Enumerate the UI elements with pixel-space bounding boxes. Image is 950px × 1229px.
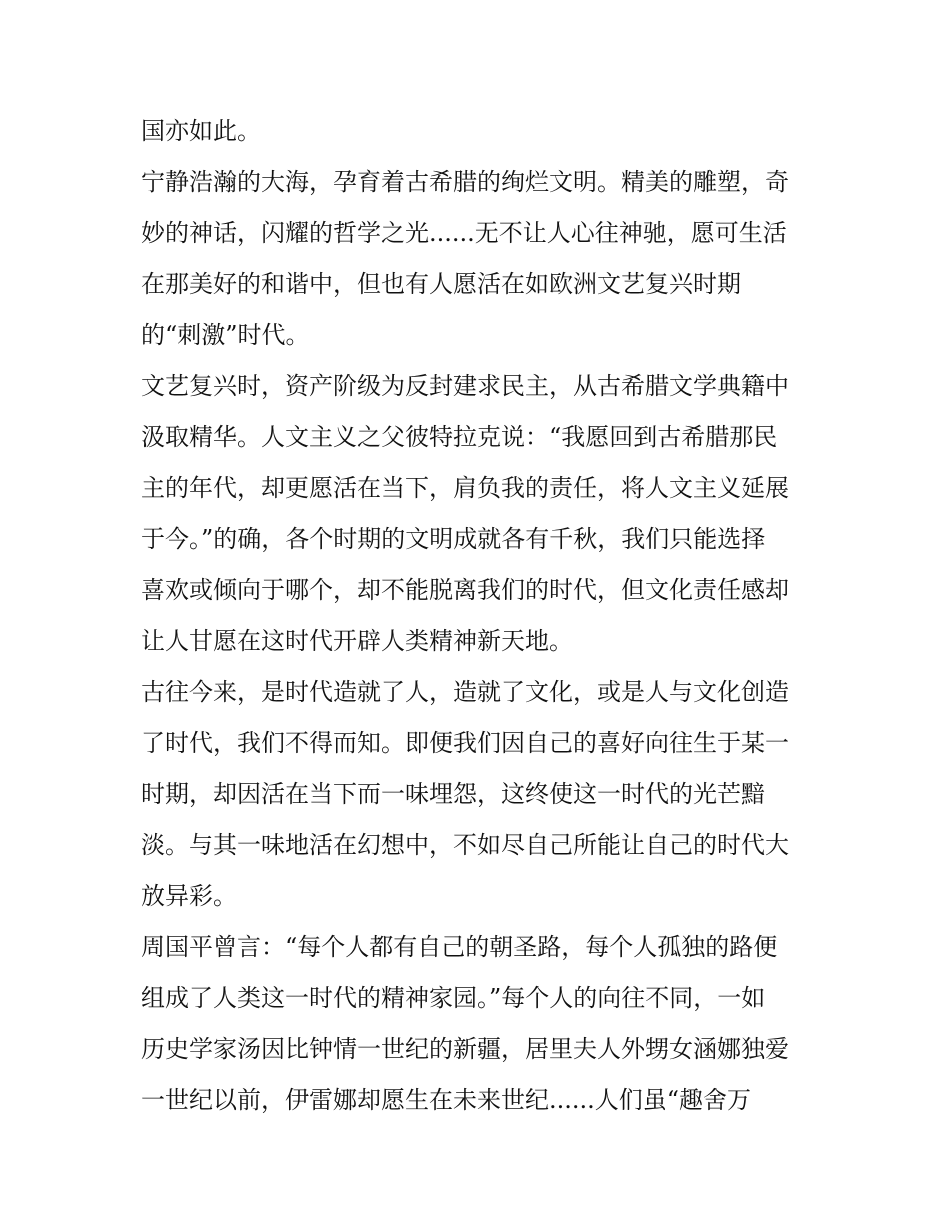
text-line: 时期，却因活在当下而一味埋怨，这终使这一时代的光芒黯 — [141, 780, 765, 808]
text-line: 喜欢或倾向于哪个，却不能脱离我们的时代，但文化责任感却 — [141, 576, 789, 604]
text-line: 在那美好的和谐中，但也有人愿活在如欧洲文艺复兴时期 — [141, 270, 741, 298]
text-line: 的“刺激”时代。 — [141, 321, 310, 349]
text-line: 古往今来，是时代造就了人，造就了文化，或是人与文化创造 — [141, 678, 789, 706]
text-line: 主的年代，却更愿活在当下，肩负我的责任，将人文主义延展 — [141, 474, 789, 502]
text-line: 历史学家汤因比钟情一世纪的新疆，居里夫人外甥女涵娜独爱 — [141, 1035, 789, 1063]
text-line: 妙的神话，闪耀的哲学之光......无不让人心往神驰，愿可生活 — [141, 219, 787, 247]
paragraph-5 — [141, 927, 831, 1131]
text-line: 于今。”的确，各个时期的文明成就各有千秋，我们只能选择 — [141, 525, 766, 553]
text-line: 文艺复兴时，资产阶级为反封建求民主，从古希腊文学典籍中 — [141, 372, 789, 400]
text-line: 让人甘愿在这时代开辟人类精神新天地。 — [141, 627, 573, 655]
paragraph-2 — [141, 162, 831, 366]
text-line: 一世纪以前，伊雷娜却愿生在未来世纪......人们虽“趣舍万 — [141, 1086, 752, 1114]
paragraph-3 — [141, 366, 831, 672]
text-line: 组成了人类这一时代的精神家园。”每个人的向往不同，一如 — [141, 984, 766, 1012]
text-line: 汲取精华。人文主义之父彼特拉克说：“我愿回到古希腊那民 — [141, 423, 778, 451]
text-line: 放异彩。 — [141, 882, 237, 910]
text-line: 淡。与其一味地活在幻想中，不如尽自己所能让自己的时代大 — [141, 831, 789, 859]
text-line: 了时代，我们不得而知。即便我们因自己的喜好向往生于某一 — [141, 729, 789, 757]
paragraph-1 — [141, 111, 831, 162]
text-line: 国亦如此。 — [141, 117, 261, 145]
paragraph-4 — [141, 672, 831, 927]
text-line: 周国平曾言：“每个人都有自己的朝圣路，每个人孤独的路便 — [141, 933, 778, 961]
document-body — [141, 111, 831, 1131]
text-line: 宁静浩瀚的大海，孕育着古希腊的绚烂文明。精美的雕塑，奇 — [141, 168, 789, 196]
